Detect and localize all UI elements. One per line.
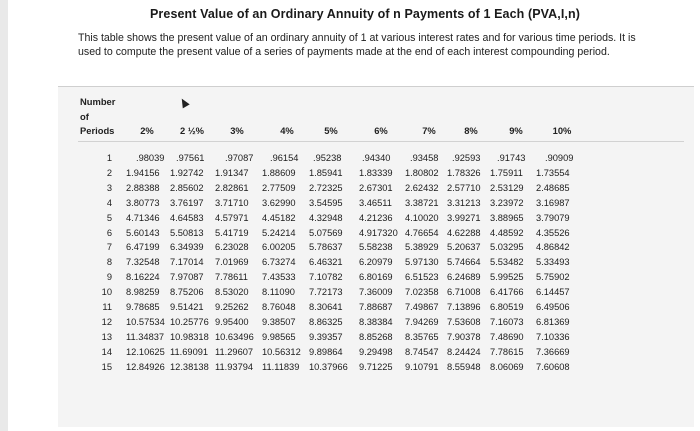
value-cell: 5.78637 xyxy=(309,242,343,253)
value-cell: .96154 xyxy=(270,153,299,163)
value-cell: 7.43533 xyxy=(262,272,296,283)
value-cell: 2.48685 xyxy=(536,182,570,193)
value-cell: 7.60608 xyxy=(536,361,570,372)
value-cell: 10.57534 xyxy=(126,316,165,327)
value-cell: 9.29498 xyxy=(359,346,393,357)
value-cell: 5.03295 xyxy=(490,242,524,253)
value-cell: 2.82861 xyxy=(215,182,249,193)
value-cell: 2.85602 xyxy=(170,182,204,193)
value-cell: 6.49506 xyxy=(536,302,570,312)
value-cell: 2.88388 xyxy=(126,182,160,193)
value-cell: 6.80519 xyxy=(490,302,524,312)
value-cell: 6.71008 xyxy=(447,287,481,298)
value-cell: 11.69091 xyxy=(170,346,209,357)
value-cell: 1.85941 xyxy=(309,167,343,178)
value-cell: 9.98565 xyxy=(262,331,296,342)
value-cell: 8.98259 xyxy=(126,287,160,298)
value-cell: 6.73274 xyxy=(262,257,296,268)
value-cell: 3.62990 xyxy=(262,197,296,208)
value-cell: 7.36669 xyxy=(536,346,570,357)
table-description: This table shows the present value of an ordinary annuity of 1 at various interest rates and for various time periods. It is used to compute the present value of a series of payments made at the end of each interest compounding period. xyxy=(78,32,636,58)
header-divider xyxy=(78,141,684,142)
value-cell: 4.62288 xyxy=(447,227,481,238)
value-cell: 7.53608 xyxy=(447,316,481,327)
value-cell: 4.35526 xyxy=(536,227,570,238)
value-cell: 6.47199 xyxy=(126,242,160,253)
value-cell: 5.50813 xyxy=(170,227,204,238)
period-cell: 13 xyxy=(101,331,112,342)
column-header: 7% xyxy=(422,125,436,136)
period-cell: 2 xyxy=(106,167,112,178)
value-cell: 3.23972 xyxy=(490,197,524,208)
value-cell: 5.74664 xyxy=(447,257,481,268)
value-cell: 3.80773 xyxy=(126,197,160,208)
value-cell: 7.01969 xyxy=(215,257,249,268)
value-cell: 8.55948 xyxy=(447,361,481,372)
value-cell: 8.86325 xyxy=(309,316,343,327)
value-cell: 2.53129 xyxy=(490,182,524,193)
value-cell: 5.33493 xyxy=(536,257,570,268)
value-cell: 3.54595 xyxy=(309,197,343,208)
value-cell: 8.74547 xyxy=(405,346,439,357)
value-cell: 10.63496 xyxy=(215,331,254,342)
header-of: of xyxy=(80,111,89,122)
table-row xyxy=(0,272,700,287)
value-cell: 7.17014 xyxy=(170,257,204,268)
value-cell: 9.25262 xyxy=(215,302,249,312)
header-periods: Periods xyxy=(80,125,115,136)
value-cell: .90909 xyxy=(545,153,574,163)
value-cell: .91743 xyxy=(497,153,526,163)
value-cell: 6.14457 xyxy=(536,287,570,298)
table-row xyxy=(0,287,700,302)
value-cell: 5.24214 xyxy=(262,227,296,238)
value-cell: 2.57710 xyxy=(447,182,481,193)
value-cell: 3.79079 xyxy=(536,212,570,223)
header-number: Number xyxy=(80,96,116,107)
value-cell: 4.76654 xyxy=(405,227,439,238)
value-cell: .94340 xyxy=(362,153,391,163)
value-cell: 6.23028 xyxy=(215,242,249,253)
table-row xyxy=(0,228,700,243)
table-row xyxy=(0,257,700,272)
value-cell: 11.93794 xyxy=(215,361,254,372)
value-cell: 12.84926 xyxy=(126,361,165,372)
value-cell: 4.917320 xyxy=(359,227,398,238)
value-cell: 6.20979 xyxy=(359,257,393,268)
period-cell: 12 xyxy=(101,316,112,327)
value-cell: 4.64583 xyxy=(170,212,204,223)
value-cell: 8.06069 xyxy=(490,361,524,372)
value-cell: 10.98318 xyxy=(170,331,209,342)
value-cell: 11.11839 xyxy=(262,361,300,372)
column-header: 3% xyxy=(230,125,244,136)
value-cell: 5.75902 xyxy=(536,272,570,283)
value-cell: 3.76197 xyxy=(170,197,204,208)
value-cell: 9.10791 xyxy=(405,361,439,372)
column-header: 4% xyxy=(280,125,294,136)
column-header: 2% xyxy=(140,125,154,136)
value-cell: 7.78615 xyxy=(490,346,524,357)
value-cell: 12.10625 xyxy=(126,346,165,357)
value-cell: 7.02358 xyxy=(405,287,439,298)
value-cell: 12.38138 xyxy=(170,361,209,372)
period-cell: 1 xyxy=(106,153,112,163)
value-cell: 2.72325 xyxy=(309,182,343,193)
value-cell: .97561 xyxy=(176,153,205,163)
column-header: 10% xyxy=(552,125,572,136)
column-header: 5% xyxy=(324,125,338,136)
value-cell: 1.80802 xyxy=(405,167,439,178)
period-cell: 15 xyxy=(101,361,112,372)
value-cell: 11.34837 xyxy=(126,331,165,342)
value-cell: 8.35765 xyxy=(405,331,439,342)
value-cell: 7.78611 xyxy=(215,272,248,283)
value-cell: 6.24689 xyxy=(447,272,481,283)
value-cell: 5.53482 xyxy=(490,257,524,268)
value-cell: 7.13896 xyxy=(447,302,481,312)
table-row xyxy=(0,242,700,257)
value-cell: 5.41719 xyxy=(215,227,249,238)
value-cell: 7.94269 xyxy=(405,316,439,327)
value-cell: 8.30641 xyxy=(309,302,343,312)
period-cell: 9 xyxy=(106,272,112,283)
value-cell: 7.90378 xyxy=(447,331,481,342)
value-cell: 6.80169 xyxy=(359,272,393,283)
value-cell: 5.07569 xyxy=(309,227,343,238)
value-cell: 7.10336 xyxy=(536,331,570,342)
value-cell: 7.36009 xyxy=(359,287,393,298)
value-cell: 1.75911 xyxy=(490,167,523,178)
value-cell: 4.10020 xyxy=(405,212,439,223)
value-cell: 11.29607 xyxy=(215,346,254,357)
value-cell: 1.88609 xyxy=(262,167,296,178)
value-cell: .95238 xyxy=(313,153,342,163)
value-cell: 8.85268 xyxy=(359,331,393,342)
column-header: 9% xyxy=(509,125,523,136)
value-cell: 6.81369 xyxy=(536,316,570,327)
value-cell: 3.16987 xyxy=(536,197,570,208)
period-cell: 8 xyxy=(106,257,112,268)
value-cell: 3.38721 xyxy=(405,197,439,208)
table-row xyxy=(0,362,700,377)
value-cell: 6.00205 xyxy=(262,242,296,253)
value-cell: 4.48592 xyxy=(490,227,524,238)
value-cell: 7.10782 xyxy=(309,272,343,283)
value-cell: 10.56312 xyxy=(262,346,301,357)
value-cell: 7.97087 xyxy=(170,272,204,283)
period-cell: 3 xyxy=(106,182,112,193)
period-cell: 11 xyxy=(102,302,112,312)
column-header: 2 ½% xyxy=(180,125,204,136)
value-cell: 7.49867 xyxy=(405,302,439,312)
value-cell: 5.60143 xyxy=(126,227,160,238)
table-row xyxy=(0,168,700,183)
value-cell: 10.25776 xyxy=(170,316,209,327)
value-cell: 1.83339 xyxy=(359,167,393,178)
column-header: 6% xyxy=(374,125,388,136)
value-cell: 6.34939 xyxy=(170,242,204,253)
period-cell: 14 xyxy=(101,346,112,357)
value-cell: 8.53020 xyxy=(215,287,249,298)
value-cell: 6.41766 xyxy=(490,287,524,298)
table-row xyxy=(0,347,700,362)
period-cell: 6 xyxy=(106,227,112,238)
value-cell: 9.78685 xyxy=(126,302,160,312)
table-row xyxy=(0,153,700,168)
value-cell: 8.24424 xyxy=(447,346,481,357)
page-title: Present Value of an Ordinary Annuity of n Payments of 1 Each (PVA,I,n) xyxy=(150,7,581,21)
value-cell: 4.86842 xyxy=(536,242,570,253)
value-cell: 9.38507 xyxy=(262,316,296,327)
value-cell: 2.67301 xyxy=(359,182,393,193)
value-cell: 8.75206 xyxy=(170,287,204,298)
value-cell: 7.48690 xyxy=(490,331,524,342)
value-cell: 7.16073 xyxy=(490,316,524,327)
value-cell: 5.99525 xyxy=(490,272,524,283)
value-cell: .97087 xyxy=(225,153,254,163)
value-cell: .92593 xyxy=(452,153,481,163)
value-cell: 8.76048 xyxy=(262,302,296,312)
table-row xyxy=(0,317,700,332)
value-cell: 5.97130 xyxy=(405,257,439,268)
period-cell: 7 xyxy=(106,242,112,253)
value-cell: 7.88687 xyxy=(359,302,393,312)
value-cell: 3.31213 xyxy=(447,197,481,208)
value-cell: 4.57971 xyxy=(215,212,249,223)
value-cell: 8.38384 xyxy=(359,316,393,327)
value-cell: 3.46511 xyxy=(359,197,392,208)
table-row xyxy=(0,213,700,228)
period-cell: 4 xyxy=(106,197,112,208)
value-cell: 9.39357 xyxy=(309,331,343,342)
value-cell: .93458 xyxy=(410,153,439,163)
value-cell: 10.37966 xyxy=(309,361,348,372)
value-cell: 7.72173 xyxy=(309,287,343,298)
value-cell: 4.32948 xyxy=(309,212,343,223)
column-header: 8% xyxy=(464,125,478,136)
table-row xyxy=(0,183,700,198)
value-cell: 1.94156 xyxy=(126,167,160,178)
period-cell: 10 xyxy=(101,287,112,298)
value-cell: 2.77509 xyxy=(262,182,296,193)
value-cell: 8.11090 xyxy=(262,287,295,298)
value-cell: 9.89864 xyxy=(309,346,343,357)
value-cell: 5.58238 xyxy=(359,242,393,253)
value-cell: .98039 xyxy=(136,153,165,163)
value-cell: 4.21236 xyxy=(359,212,393,223)
period-cell: 5 xyxy=(106,212,112,223)
value-cell: 9.95400 xyxy=(215,316,249,327)
table-row xyxy=(0,332,700,347)
value-cell: 1.73554 xyxy=(536,167,570,178)
value-cell: 5.38929 xyxy=(405,242,439,253)
value-cell: 6.46321 xyxy=(309,257,343,268)
value-cell: 9.71225 xyxy=(359,361,393,372)
value-cell: 7.32548 xyxy=(126,257,160,268)
value-cell: 4.45182 xyxy=(262,212,296,223)
value-cell: 6.51523 xyxy=(405,272,439,283)
table-row xyxy=(0,302,700,317)
value-cell: 1.92742 xyxy=(170,167,204,178)
value-cell: 4.71346 xyxy=(126,212,160,223)
value-cell: 1.91347 xyxy=(215,167,249,178)
value-cell: 3.88965 xyxy=(490,212,524,223)
value-cell: 3.99271 xyxy=(447,212,481,223)
value-cell: 5.20637 xyxy=(447,242,481,253)
value-cell: 1.78326 xyxy=(447,167,481,178)
value-cell: 9.51421 xyxy=(170,302,204,312)
value-cell: 3.71710 xyxy=(215,197,249,208)
table-row xyxy=(0,198,700,213)
value-cell: 8.16224 xyxy=(126,272,160,283)
value-cell: 2.62432 xyxy=(405,182,439,193)
